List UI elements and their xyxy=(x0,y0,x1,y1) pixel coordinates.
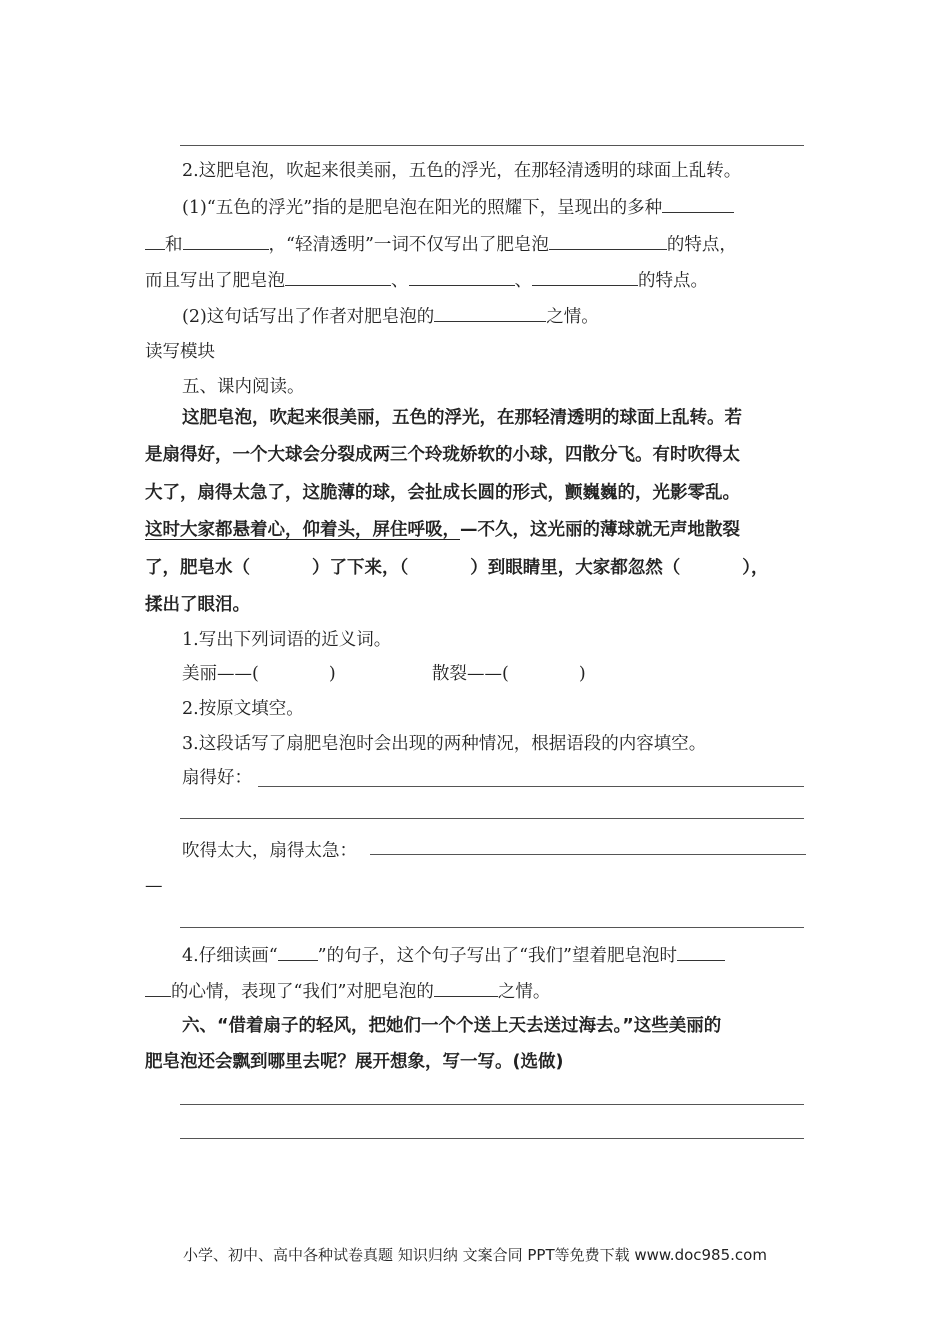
answer-line[interactable] xyxy=(180,145,804,146)
answer-line[interactable] xyxy=(180,818,804,819)
answer-line[interactable] xyxy=(180,927,804,928)
question-5-2: 2.按原文填空。 xyxy=(182,699,304,719)
question-2-stem: 2.这肥皂泡，吹起来很美丽，五色的浮光，在那轻清透明的球面上乱转。 xyxy=(182,161,742,181)
synonym-meili: 美丽——( ) xyxy=(182,664,336,684)
question-2-part-1-line-1: (1)“五色的浮光”指的是肥皂泡在阳光的照耀下，呈现出的多种 xyxy=(182,194,734,221)
answer-line[interactable] xyxy=(258,786,804,787)
passage-line-5: 了，肥皂水（ ）了下来，（ ）到眼睛里，大家都忽然（ ）， xyxy=(145,558,769,578)
fill-blank[interactable] xyxy=(145,231,165,250)
question-2-part-1-line-3: 而且写出了肥皂泡 、 、 的特点。 xyxy=(145,267,708,294)
fill-blank[interactable] xyxy=(145,978,171,997)
passage-line-3: 大了，扇得太急了，这脆薄的球，会扯成长圆的形式，颤巍巍的，光影零乱。 xyxy=(145,483,740,503)
question-2-part-1-line-2: 和 ，“轻清透明”一词不仅写出了肥皂泡 的特点， xyxy=(145,231,737,258)
fill-blank[interactable] xyxy=(662,194,734,213)
section-5-title: 五、课内阅读。 xyxy=(182,377,305,397)
section-title: 读写模块 xyxy=(145,342,215,362)
passage-line-6: 揉出了眼泪。 xyxy=(145,595,250,615)
synonym-sanlie: 散裂——( ) xyxy=(432,664,586,684)
fill-blank[interactable] xyxy=(278,942,318,961)
question-5-3: 3.这段话写了扇肥皂泡时会出现的两种情况，根据语段的内容填空。 xyxy=(182,734,707,754)
footer-text: 小学、初中、高中各种试卷真题 知识归纳 文案合同 PPT等免费下载 www.doc985.com xyxy=(183,1246,767,1264)
passage-line-1: 这肥皂泡，吹起来很美丽，五色的浮光，在那轻清透明的球面上乱转。若 xyxy=(182,408,742,428)
answer-line[interactable] xyxy=(180,1138,804,1139)
answer-line[interactable] xyxy=(180,1104,804,1105)
fill-blank[interactable] xyxy=(183,231,269,250)
question-5-4-line-2: 的心情，表现了“我们”对肥皂泡的 之情。 xyxy=(145,978,550,1005)
fill-blank[interactable] xyxy=(434,978,498,997)
question-2-part-2: (2)这句话写出了作者对肥皂泡的 之情。 xyxy=(182,303,599,330)
fill-blank[interactable] xyxy=(532,267,638,286)
section-6-line-2: 肥皂泡还会飘到哪里去呢？展开想象，写一写。(选做) xyxy=(145,1052,564,1072)
fill-blank[interactable] xyxy=(549,231,667,250)
section-6-line-1: 六、“借着扇子的轻风，把她们一个个送上天去送过海去。”这些美丽的 xyxy=(182,1016,722,1036)
continuation-dash: — xyxy=(145,876,163,896)
question-5-3-blow-too-big: 吹得太大，扇得太急： xyxy=(182,841,357,861)
answer-line[interactable] xyxy=(370,854,806,855)
underlined-sentence: 这时大家都悬着心，仰着头，屏住呼吸， xyxy=(145,520,460,540)
passage-line-2: 是扇得好，一个大球会分裂成两三个玲珑娇软的小球，四散分飞。有时吹得太 xyxy=(145,445,740,465)
fill-blank[interactable] xyxy=(285,267,391,286)
fill-blank[interactable] xyxy=(409,267,515,286)
question-5-4-line-1: 4.仔细读画“ ”的句子，这个句子写出了“我们”望着肥皂泡时 xyxy=(182,942,725,969)
question-5-3-fan-well: 扇得好： xyxy=(182,768,252,788)
question-5-1: 1.写出下列词语的近义词。 xyxy=(182,630,392,650)
passage-line-4: 这时大家都悬着心，仰着头，屏住呼吸，—不久，这光丽的薄球就无声地散裂 xyxy=(145,520,740,540)
fill-blank[interactable] xyxy=(677,942,725,961)
fill-blank[interactable] xyxy=(434,303,546,322)
